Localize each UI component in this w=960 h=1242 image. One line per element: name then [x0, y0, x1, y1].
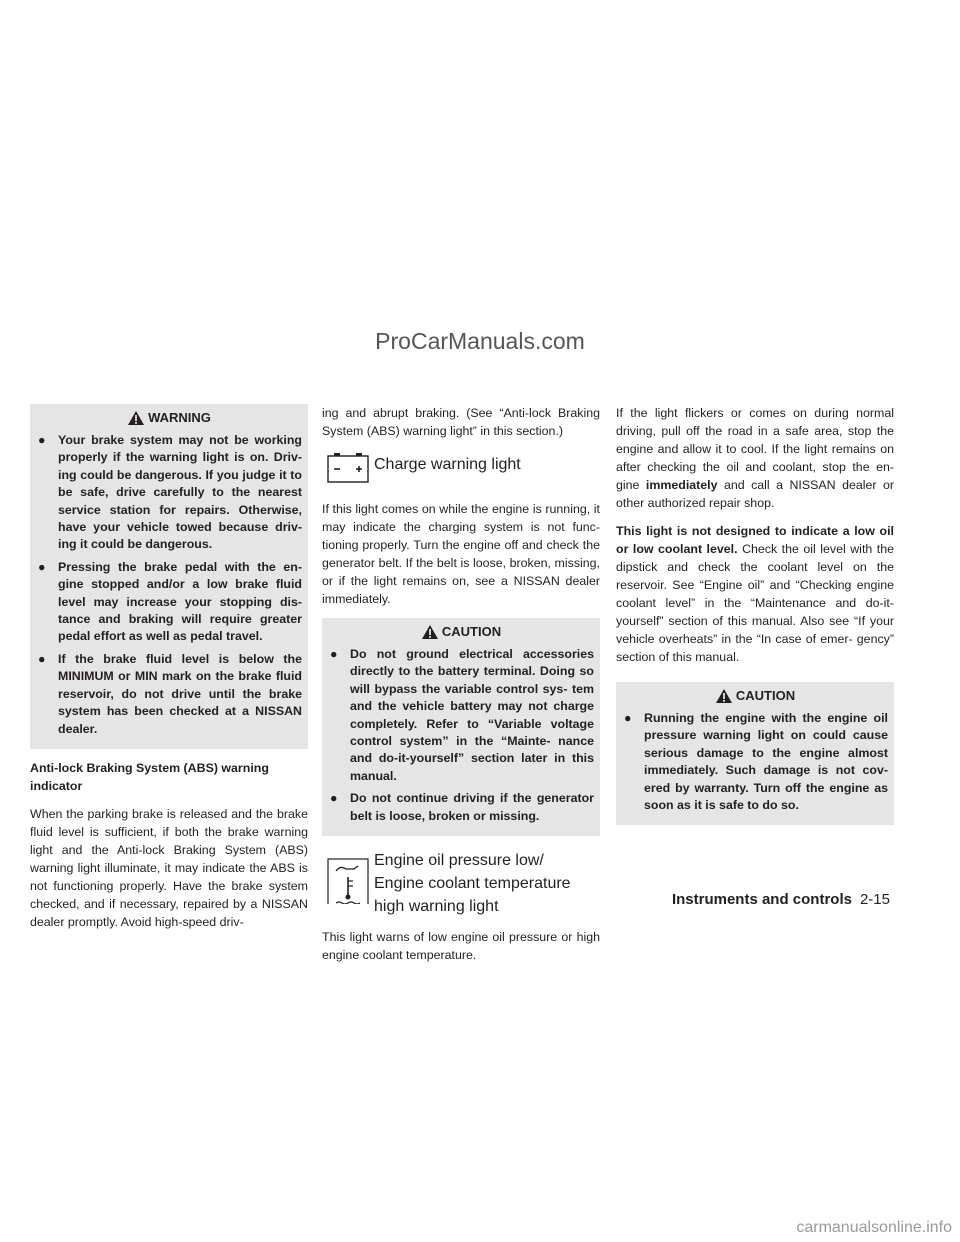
- warning-bullet: ● If the brake fluid level is below the MINIMUM or MIN mark on the brake fluid reservoir, do not drive until the brake system has been checked at a NISSAN dealer.: [38, 651, 302, 736]
- caution-box-oil: [616, 682, 894, 825]
- caution-bullet: ● Running the engine with the engine oil pressure warning light on could cause serious damage to the engine almost immediately. Such damage is not cov- ered by warranty. Turn off the engine as soon as it is safe to do so.: [624, 711, 888, 813]
- abs-paragraph: When the parking brake is released and the brake fluid level is sufficient, if both the brake warning light and the Anti-lock Braking System (ABS) warning light illuminate, it may indicate the ABS is not functioning properly. Have the brake system checked, and if necessary, repaired by a NISSAN dealer promptly. Avoid high-speed driv-: [30, 806, 308, 929]
- warning-title: WARNING: [148, 410, 211, 425]
- not-designed-paragraph: This light is not designed to indicate a low oil or low coolant level. Check the oil level with the dipstick and check the coolant level on the reservoir. See “Engine oil” and “Checking engine coolant level” in the “Maintenance and do-it-yourself” section of this manual. Also see “If your vehicle overheats” in the “In case of emer- gency” section of this manual.: [616, 524, 894, 664]
- charge-title: Charge warning light: [374, 456, 521, 473]
- oil-coolant-icon: [322, 846, 374, 904]
- charge-paragraph: If this light comes on while the engine is running, it may indicate the charging system is not func- tioning properly. Turn the engine off and check the generator belt. If the belt is loose, broken, missing, or if the light remains on, see a NISSAN dealer immediately.: [322, 502, 600, 606]
- warning-bullet: ● Pressing the brake pedal with the en- gine stopped and/or a low brake fluid level may increase your stopping dis- tance and braking will require greater pedal effort as well as pedal travel.: [38, 559, 302, 644]
- column-middle: [322, 404, 600, 974]
- oil-paragraph: This light warns of low engine oil pressure or high engine coolant temperature.: [322, 930, 600, 963]
- oil-section-header: [322, 846, 600, 918]
- caution-bullet: ● Do not ground electrical accessories directly to the battery terminal. Doing so will bypass the variable control sys- tem and the vehicle battery may not charge completely. Refer to “Variable voltage control system” in the “Mainte- nance and do-it-yourself” section later in this manual.: [330, 647, 594, 783]
- caution-title: CAUTION: [735, 688, 796, 703]
- watermark-top: ProCarManuals.com: [375, 328, 585, 354]
- oil-title: Engine oil pressure low/ Engine coolant temperature high warning light: [374, 852, 571, 916]
- warning-box: [30, 404, 308, 749]
- column-left: [30, 404, 308, 941]
- battery-icon: [322, 450, 374, 490]
- flicker-paragraph: If the light flickers or comes on during normal driving, pull off the road in a safe area, stop the engine and allow it to cool. If the light remains on after checking the oil and coolant, stop the en- gine immediately and call a NISSAN dealer or other authorized repair shop.: [616, 406, 894, 510]
- watermark-bottom: carmanualsonline.info: [796, 1219, 952, 1236]
- page-number: 2-15: [859, 891, 890, 908]
- warning-triangle-icon: [127, 410, 145, 426]
- page-footer: [672, 891, 890, 908]
- caution-title: CAUTION: [441, 624, 502, 639]
- warning-bullet: ● Your brake system may not be working properly if the warning light is on. Driv- ing could be dangerous. If you judge it to be safe, drive carefully to the nearest service station for repairs. Otherwise, have your vehicle towed because driv- ing it could be dangerous.: [38, 433, 302, 552]
- caution-bullet: ● Do not continue driving if the generator belt is loose, broken or missing.: [330, 791, 594, 823]
- charge-section-header: [322, 450, 600, 490]
- warning-triangle-icon: [421, 624, 439, 640]
- caution-header: [622, 686, 888, 706]
- caution-box: [322, 618, 600, 836]
- abs-heading: Anti-lock Braking System (ABS) warning indicator: [30, 760, 269, 793]
- footer-section: Instruments and controls: [671, 891, 852, 908]
- warning-header: [36, 408, 302, 428]
- continued-paragraph: ing and abrupt braking. (See “Anti-lock Braking System (ABS) warning light” in this section.): [322, 406, 600, 438]
- column-right: [616, 404, 894, 835]
- caution-header: [328, 622, 594, 642]
- warning-triangle-icon: [715, 688, 733, 704]
